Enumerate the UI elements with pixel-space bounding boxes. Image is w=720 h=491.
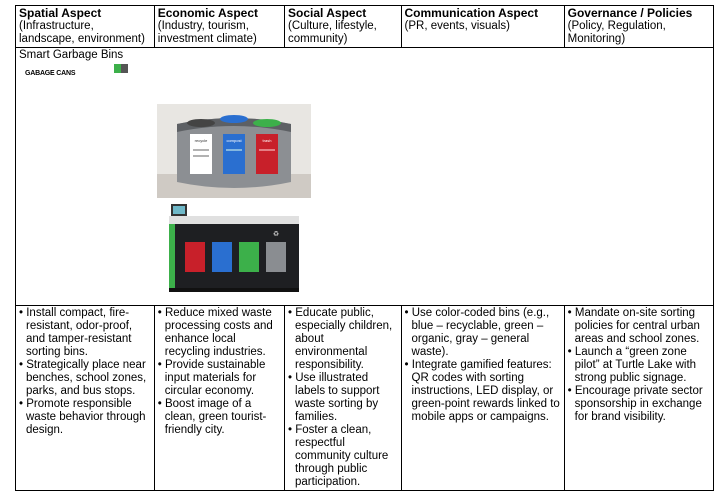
- content-spatial: [16, 306, 155, 491]
- communication-bullet: • Integrate gamified features: QR codes with sorting instructions, LED display, or green-point rewards linked to mobile apps or campaigns.: [405, 359, 561, 424]
- spatial-bullet: • Promote responsible waste behavior through design.: [19, 398, 151, 437]
- bin1-tag-recycle: recycle: [194, 138, 208, 143]
- smart-bin-photo-1: [157, 104, 311, 198]
- legend-text: GABAGE CANS: [25, 70, 76, 77]
- content-economic: [154, 306, 284, 491]
- header-spatial: Spatial Aspect (Infrastructure, landscape, environment): [16, 6, 155, 48]
- legend-swatch: [114, 64, 128, 73]
- spatial-bullet: • Strategically place near benches, school zones, parks, and bus stops.: [19, 359, 151, 398]
- social-bullet: • Foster a clean, respectful community culture through public participation.: [288, 424, 398, 489]
- economic-bullet: • Reduce mixed waste processing costs and enhance local recycling industries.: [158, 307, 281, 359]
- header-governance: Governance / Policies (Policy, Regulation, Monitoring): [564, 6, 713, 48]
- header-communication: Communication Aspect (PR, events, visuals): [401, 6, 564, 48]
- header-row: [16, 6, 714, 48]
- governance-bullet: • Mandate on-site sorting policies for central urban areas and school zones.: [568, 307, 710, 346]
- media-row: [16, 48, 714, 306]
- social-bullet: • Use illustrated labels to support waste sorting by families.: [288, 372, 398, 424]
- aspects-table: [15, 5, 714, 491]
- governance-bullet: • Launch a “green zone pilot” at Turtle Lake with strong public signage.: [568, 346, 710, 385]
- economic-bullet: • Provide sustainable input materials for circular economy.: [158, 359, 281, 398]
- social-bullet: • Educate public, especially children, about environmental responsibility.: [288, 307, 398, 372]
- media-blank: [285, 48, 714, 306]
- content-communication: [401, 306, 564, 491]
- governance-bullet: • Encourage private sector sponsorship in exchange for brand visibility.: [568, 385, 710, 424]
- content-governance: [564, 306, 713, 491]
- economic-bullet: • Boost image of a clean, green tourist-friendly city.: [158, 398, 281, 437]
- media-label: Smart Garbage Bins: [19, 49, 124, 61]
- communication-bullet: • Use color-coded bins (e.g., blue – recyclable, green – organic, gray – general waste).: [405, 307, 561, 359]
- smart-bin-photo-2: [157, 202, 311, 298]
- header-economic: Economic Aspect (Industry, tourism, investment climate): [154, 6, 284, 48]
- header-social: Social Aspect (Culture, lifestyle, community): [285, 6, 402, 48]
- recycle-icon: ♻: [272, 231, 280, 238]
- content-row: [16, 306, 714, 491]
- bin1-tag-compost: compost: [226, 138, 242, 143]
- bin1-tag-trash: trash: [262, 138, 272, 143]
- spatial-bullet: • Install compact, fire-resistant, odor-proof, and tamper-resistant sorting bins.: [19, 307, 151, 359]
- media-cell: [16, 48, 285, 306]
- content-social: [285, 306, 402, 491]
